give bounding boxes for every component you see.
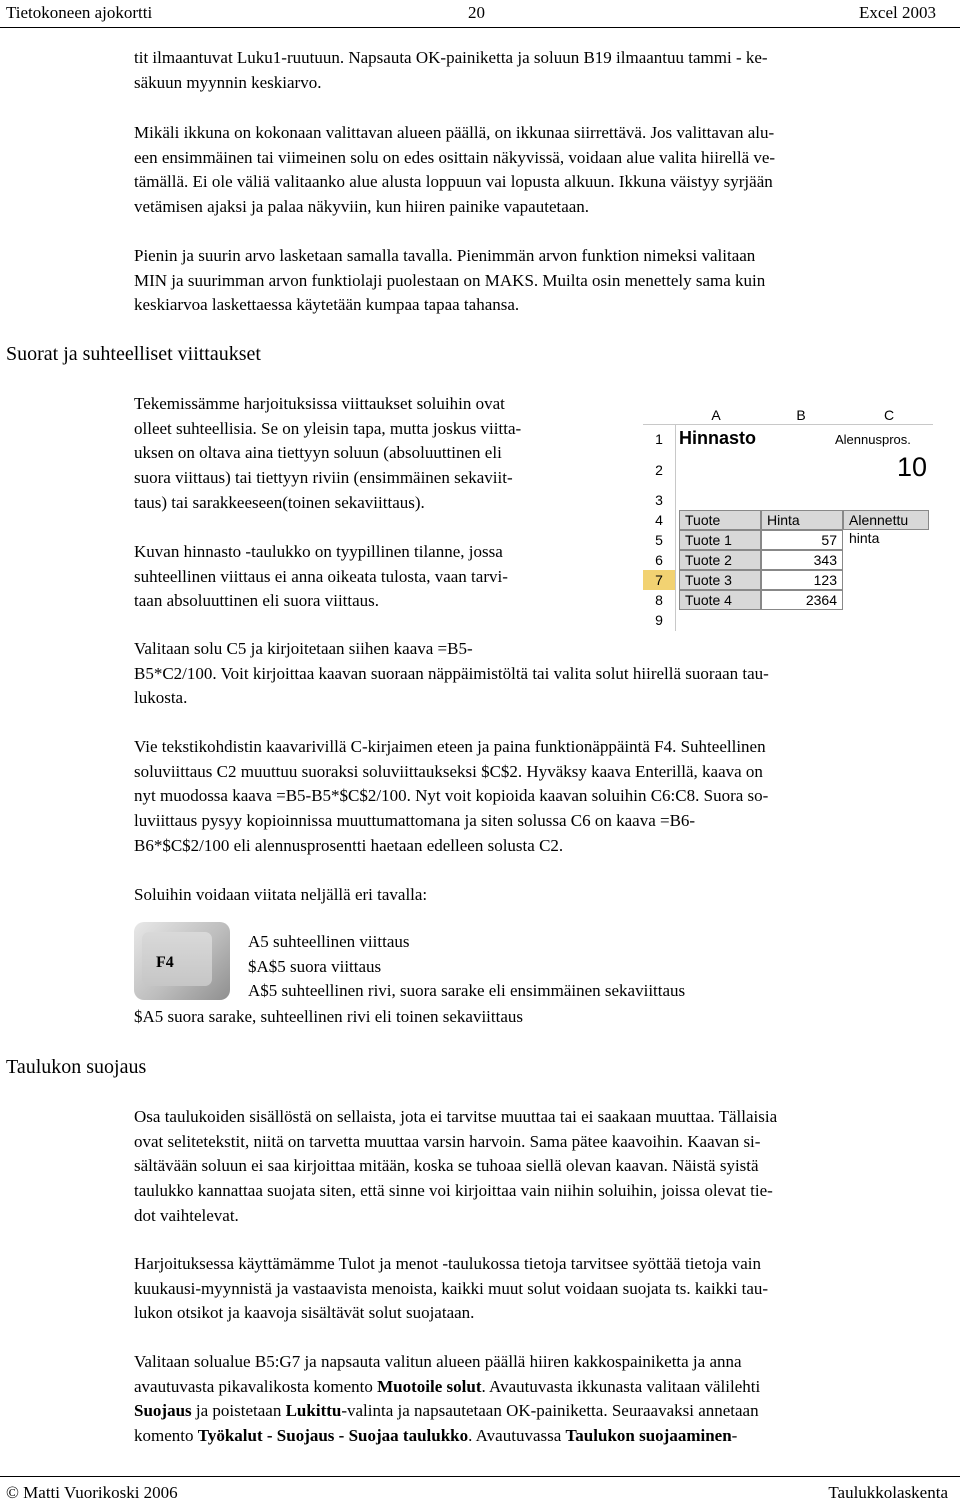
text-span: . Avautuvasta ikkunasta valitaan välilehti bbox=[481, 1376, 761, 1396]
reference-item: $A$5 suora viittaus bbox=[248, 956, 382, 976]
tab-name: Suojaus bbox=[134, 1401, 192, 1421]
reference-list bbox=[248, 930, 928, 1004]
product-price: 57 bbox=[761, 530, 843, 550]
text-line: keskiarvoa laskettaessa käytetään kumpaa tapaa tahansa. bbox=[134, 295, 520, 315]
discount-value: 10 bbox=[896, 452, 927, 482]
column-header: C bbox=[845, 406, 933, 424]
text-line: uksen on oltava aina tiettyyn soluun (absoluuttinen eli bbox=[134, 443, 502, 463]
paragraph bbox=[134, 392, 634, 516]
text-line: Kuvan hinnasto -taulukko on tyypillinen tilanne, jossa bbox=[134, 542, 503, 561]
footer-rule bbox=[0, 1476, 960, 1477]
text-line bbox=[134, 1424, 942, 1449]
text-line: B5*C2/100. Voit kirjoittaa kaavan suoraan näppäimistöltä tai valita solut hiirellä suoraan tau- bbox=[134, 663, 769, 683]
page-number: 20 bbox=[468, 3, 485, 22]
section-heading: Suorat ja suhteelliset viittaukset bbox=[6, 343, 261, 365]
product-name: Tuote 3 bbox=[679, 570, 761, 590]
text-line: sältävään soluun ei saa kirjoittaa mitään, koska se tuhoaa siellä olevan kaavan. Näistä syistä bbox=[134, 1156, 759, 1176]
spreadsheet-screenshot bbox=[643, 406, 933, 631]
f4-key-icon bbox=[134, 922, 230, 1000]
menu-command: Työkalut - Suojaus - Suojaa taulukko bbox=[197, 1426, 469, 1446]
text-line: Tekemissämme harjoituksissa viittaukset soluihin ovat bbox=[134, 394, 505, 413]
text-line: suhteellinen viittaus ei anna oikeata tulosta, vaan tarvi- bbox=[134, 566, 508, 586]
menu-command: Muotoile solut bbox=[377, 1376, 482, 1396]
product-price: 2364 bbox=[761, 590, 843, 610]
text-line: kuukausi-myynnistä ja vastaavista menoista, kaikki muut solut voidaan suojata ts. kaikki tau- bbox=[134, 1278, 769, 1298]
text-line: nyt muodossa kaava =B5-B5*$C$2/100. Nyt voit kopioida kaavan soluihin C6:C8. Suora so- bbox=[134, 786, 769, 806]
sheet-title: Hinnasto bbox=[679, 428, 757, 448]
footer-copyright: © Matti Vuorikoski 2006 bbox=[6, 1483, 178, 1502]
paragraph bbox=[134, 735, 942, 859]
text-span: ja poistetaan bbox=[191, 1401, 286, 1421]
paragraph bbox=[134, 540, 634, 614]
row-number: 4 bbox=[643, 510, 675, 530]
text-line: taan absoluuttinen eli suora viittaus. bbox=[134, 591, 380, 611]
product-price: 123 bbox=[761, 570, 843, 590]
text-span: -valinta ja napsautetaan OK-painiketta. Seuraavaksi annetaan bbox=[341, 1401, 759, 1421]
row-number: 3 bbox=[643, 490, 675, 510]
text-span: - bbox=[731, 1426, 738, 1446]
text-line: tit ilmaantuvat Luku1-ruutuun. Napsauta OK-painiketta ja soluun B19 ilmaantuu tammi - ke- bbox=[134, 48, 768, 67]
paragraph bbox=[134, 637, 942, 711]
text-line: soluviittaus C2 muuttuu suoraksi soluviittaukseksi $C$2. Hyväksy kaava Enterillä, kaava on bbox=[134, 761, 763, 781]
column-header: B bbox=[757, 406, 845, 424]
text-span: . Avautuvassa bbox=[468, 1426, 566, 1446]
text-line bbox=[134, 1399, 942, 1424]
reference-item: A5 suhteellinen viittaus bbox=[248, 932, 410, 951]
table-header: Alennettu hinta bbox=[843, 510, 929, 530]
section-heading: Taulukon suojaus bbox=[6, 1056, 147, 1078]
text-line: suora viittaus) tai tiettyyn riviin (ensimmäinen sekaviit- bbox=[134, 468, 513, 488]
table-header: Tuote bbox=[679, 510, 761, 530]
text-line: taus) tai sarakkeeseen(toinen sekaviittaus). bbox=[134, 492, 425, 512]
text-line: tämällä. Ei ole väliä valitaanko alue alusta loppuun vai lopusta alkuun. Ikkuna väistyy syrjään bbox=[134, 172, 773, 192]
row-number-selected: 7 bbox=[643, 570, 675, 590]
reference-item: A$5 suhteellinen rivi, suora sarake eli ensimmäinen sekaviittaus bbox=[248, 981, 686, 1001]
row-number: 9 bbox=[643, 610, 675, 630]
text-line: dot vaihtelevat. bbox=[134, 1205, 239, 1225]
product-price: 343 bbox=[761, 550, 843, 570]
text-line: luviittaus pysyy kopioinnissa muuttumattomana ja siten solussa C6 on kaava =B6- bbox=[134, 811, 696, 831]
row-number: 5 bbox=[643, 530, 675, 550]
text-line: MIN ja suurimman arvon funktiolaji puolestaan on MAKS. Muilta osin menettely sama kuin bbox=[134, 270, 766, 290]
product-name: Tuote 1 bbox=[679, 530, 761, 550]
text-line: een ensimmäinen tai viimeinen solu on edes osittain näkyvissä, voidaan alue valita hiirellä ve- bbox=[134, 147, 776, 167]
text-line: Osa taulukoiden sisällöstä on sellaista, jota ei tarvitse muuttaa tai ei saakaan muuttaa. Tällaisia bbox=[134, 1107, 778, 1126]
text-line: olleet suhteellisia. Se on yleisin tapa, mutta joskus viitta- bbox=[134, 418, 522, 438]
option-name: Lukittu bbox=[285, 1401, 342, 1421]
text-span: komento bbox=[134, 1426, 198, 1446]
paragraph: Soluihin voidaan viitata neljällä eri tavalla: bbox=[134, 885, 428, 904]
text-line: vetämisen ajaksi ja palaa näkyviin, kun hiiren painike vapautetaan. bbox=[134, 197, 590, 217]
footer-section: Taulukkolaskenta bbox=[828, 1483, 948, 1502]
header-rule bbox=[0, 27, 960, 28]
text-line: Harjoituksessa käyttämämme Tulot ja menot -taulukossa tietoja tarvitsee syöttää tietoja vain bbox=[134, 1254, 761, 1273]
text-line bbox=[134, 1350, 942, 1375]
key-label: F4 bbox=[156, 954, 174, 971]
text-line: Valitaan solu C5 ja kirjoitetaan siihen kaava =B5- bbox=[134, 639, 473, 658]
text-span: Valitaan solualue B5:G7 ja napsauta valitun alueen päällä hiiren kakkospainiketta ja anna bbox=[134, 1352, 742, 1371]
header-title: Tietokoneen ajokortti bbox=[6, 3, 153, 22]
column-header: A bbox=[675, 406, 757, 424]
text-line: Pienin ja suurin arvo lasketaan samalla tavalla. Pienimmän arvon funktion nimeksi valitaan bbox=[134, 246, 756, 265]
row-number: 8 bbox=[643, 590, 675, 610]
paragraph bbox=[134, 121, 942, 220]
text-line bbox=[134, 1375, 942, 1400]
text-line: säkuun myynnin keskiarvo. bbox=[134, 72, 322, 92]
paragraph bbox=[134, 244, 942, 318]
text-line: Mikäli ikkuna on kokonaan valittavan alueen päällä, on ikkunaa siirrettävä. Jos valittavan alu- bbox=[134, 123, 775, 142]
text-line: B6*$C$2/100 eli alennusprosentti haetaan edelleen solusta C2. bbox=[134, 835, 564, 855]
row-number: 1 bbox=[643, 428, 675, 450]
paragraph bbox=[134, 1350, 942, 1449]
text-line: ovat selitetekstit, niitä on tarvetta muuttaa varsin harvoin. Sama pätee kaavoihin. Kaavan si- bbox=[134, 1131, 761, 1151]
text-line: lukon otsikot ja kaavoja sisältävät solut suojataan. bbox=[134, 1303, 475, 1323]
text-line: Vie tekstikohdistin kaavarivillä C-kirjaimen eteen ja paina funktionäppäintä F4. Suhteellinen bbox=[134, 737, 766, 756]
text-line: taulukko kannattaa suojata siten, että sinne voi kirjoittaa vain niihin soluihin, joissa olevat tie- bbox=[134, 1181, 773, 1201]
product-name: Tuote 2 bbox=[679, 550, 761, 570]
key-face bbox=[142, 932, 212, 986]
gridline bbox=[675, 424, 676, 631]
table-header: Hinta bbox=[761, 510, 843, 530]
text-span: avautuvasta pikavalikosta komento bbox=[134, 1376, 378, 1396]
dialog-name: Taulukon suojaaminen bbox=[565, 1426, 732, 1446]
gridline bbox=[643, 424, 933, 425]
row-number: 6 bbox=[643, 550, 675, 570]
paragraph bbox=[134, 46, 942, 95]
row-number: 2 bbox=[643, 450, 675, 490]
reference-item: $A5 suora sarake, suhteellinen rivi eli toinen sekaviittaus bbox=[134, 1007, 524, 1026]
paragraph bbox=[134, 1252, 942, 1326]
header-product: Excel 2003 bbox=[859, 3, 936, 22]
text-line: lukosta. bbox=[134, 688, 188, 708]
discount-label: Alennuspros. bbox=[835, 432, 911, 447]
paragraph bbox=[134, 1105, 942, 1229]
product-name: Tuote 4 bbox=[679, 590, 761, 610]
